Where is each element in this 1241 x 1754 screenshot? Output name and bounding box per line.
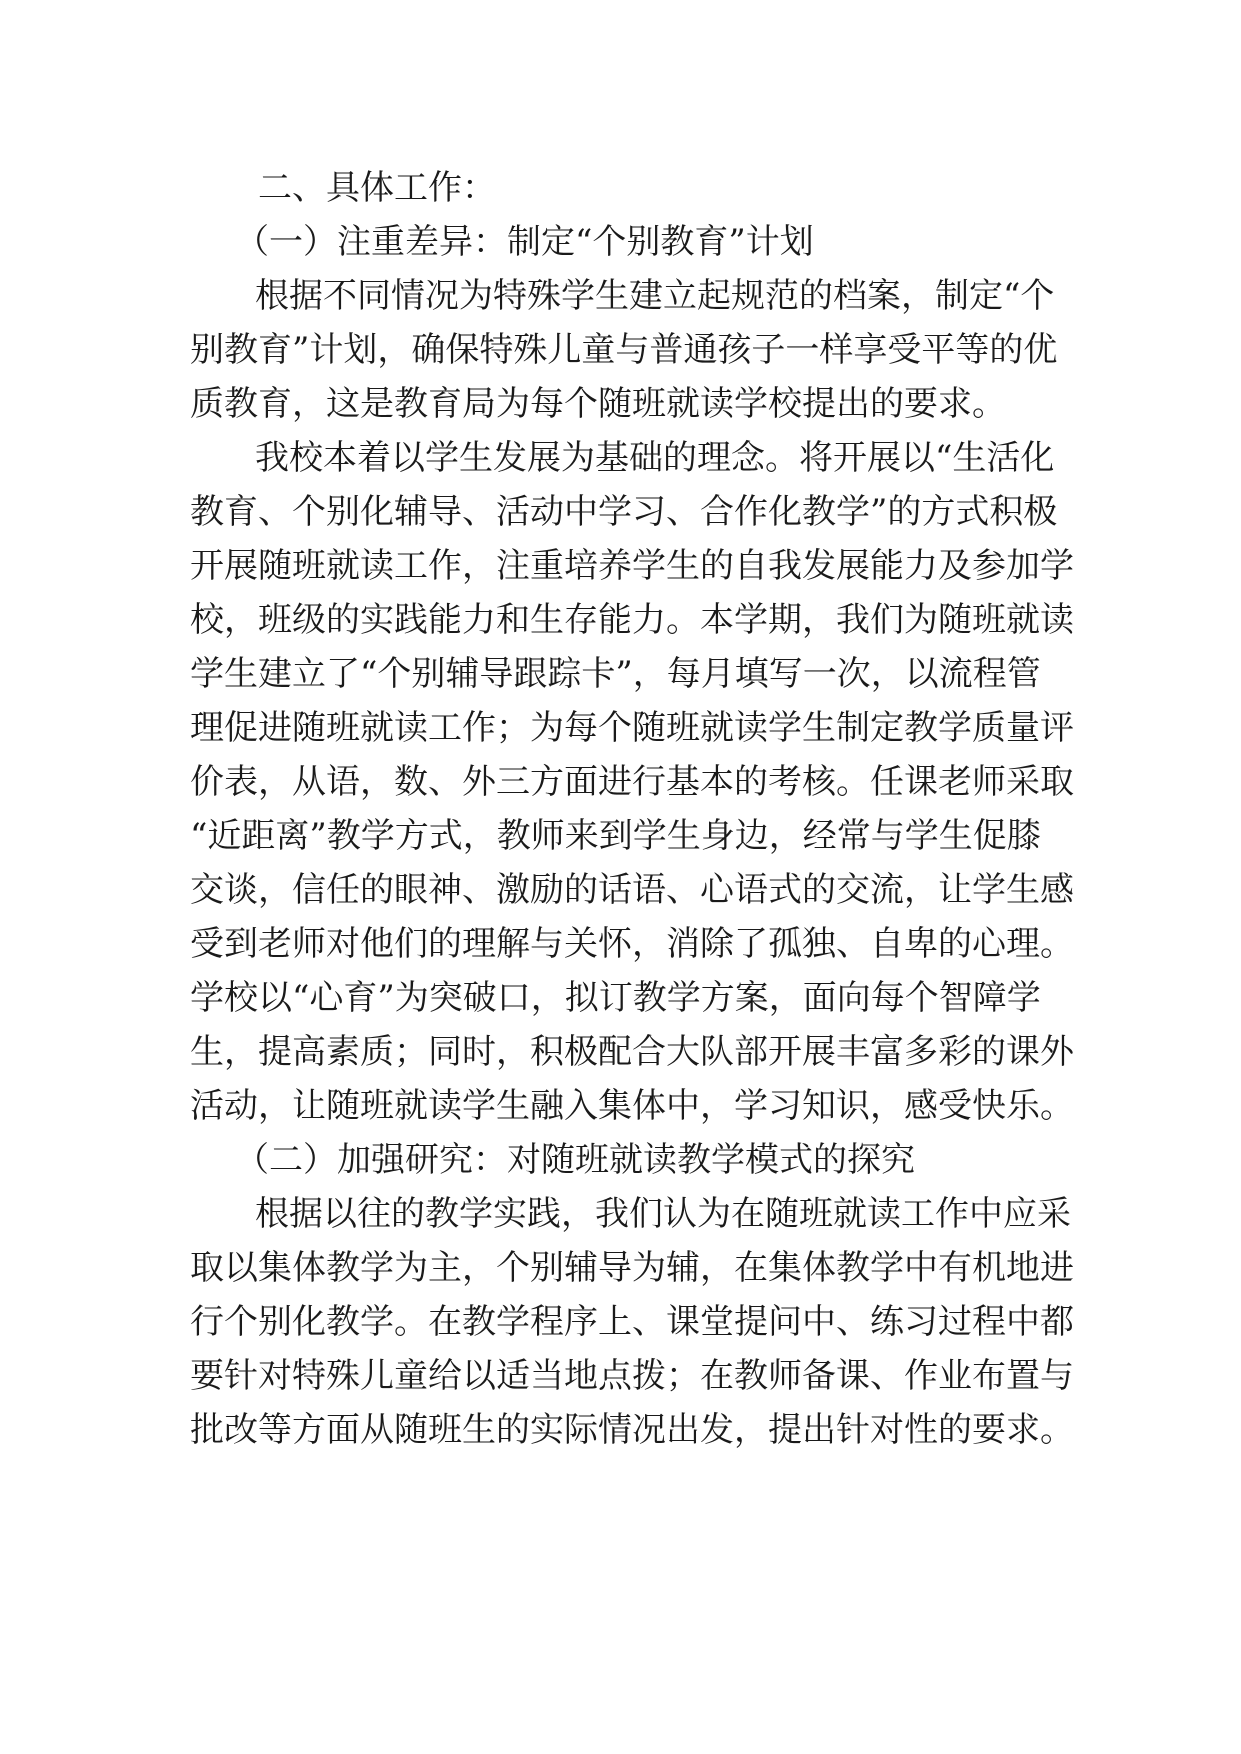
paragraph-line: 根据以往的教学实践，我们认为在随班就读工作中应采 <box>255 1194 1071 1234</box>
paragraph-line: 开展随班就读工作，注重培养学生的自我发展能力及参加学 <box>190 546 1074 586</box>
section-heading: 二、具体工作： <box>258 168 496 208</box>
subsection-heading-1: （一）注重差异：制定“个别教育”计划 <box>235 222 814 262</box>
paragraph-line: 批改等方面从随班生的实际情况出发，提出针对性的要求。 <box>190 1410 1074 1450</box>
paragraph-line: 根据不同情况为特殊学生建立起规范的档案，制定“个 <box>255 276 1055 316</box>
paragraph-line: 取以集体教学为主，个别辅导为辅，在集体教学中有机地进 <box>190 1248 1074 1288</box>
paragraph-line: 我校本着以学生发展为基础的理念。将开展以“生活化 <box>255 438 1055 478</box>
paragraph-line: 要针对特殊儿童给以适当地点拨；在教师备课、作业布置与 <box>190 1356 1074 1396</box>
paragraph-line: 交谈，信任的眼神、激励的话语、心语式的交流，让学生感 <box>190 870 1074 910</box>
paragraph-line: 活动，让随班就读学生融入集体中，学习知识，感受快乐。 <box>190 1086 1074 1126</box>
paragraph-line: 生，提高素质；同时，积极配合大队部开展丰富多彩的课外 <box>190 1032 1074 1072</box>
paragraph-line: 学生建立了“个别辅导跟踪卡”，每月填写一次，以流程管 <box>190 654 1041 694</box>
paragraph-line: 理促进随班就读工作；为每个随班就读学生制定教学质量评 <box>190 708 1074 748</box>
paragraph-line: 行个别化教学。在教学程序上、课堂提问中、练习过程中都 <box>190 1302 1074 1342</box>
paragraph-line: “近距离”教学方式，教师来到学生身边，经常与学生促膝 <box>190 816 1041 856</box>
paragraph-line: 质教育，这是教育局为每个随班就读学校提出的要求。 <box>190 384 1006 424</box>
subsection-heading-2: （二）加强研究：对随班就读教学模式的探究 <box>235 1140 915 1180</box>
paragraph-line: 学校以“心育”为突破口，拟订教学方案，面向每个智障学 <box>190 978 1041 1018</box>
paragraph-line: 受到老师对他们的理解与关怀，消除了孤独、自卑的心理。 <box>190 924 1074 964</box>
paragraph-line: 别教育”计划，确保特殊儿童与普通孩子一样享受平等的优 <box>190 330 1058 370</box>
paragraph-line: 校，班级的实践能力和生存能力。本学期，我们为随班就读 <box>190 600 1074 640</box>
paragraph-line: 教育、个别化辅导、活动中学习、合作化教学”的方式积极 <box>190 492 1058 532</box>
paragraph-line: 价表，从语，数、外三方面进行基本的考核。任课老师采取 <box>190 762 1074 802</box>
